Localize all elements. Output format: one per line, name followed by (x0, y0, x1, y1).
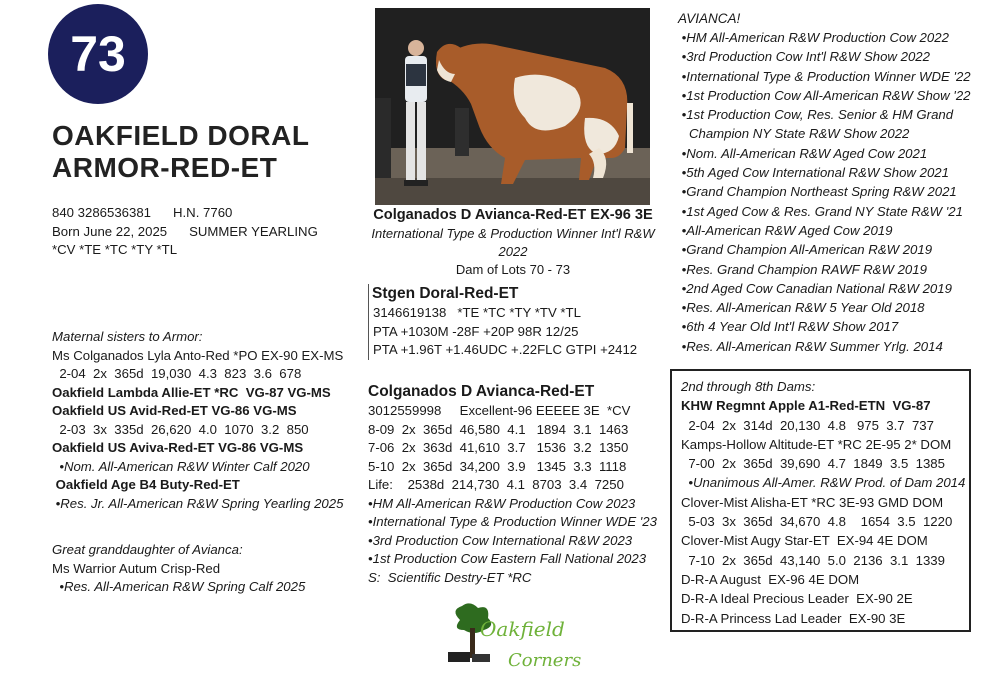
dam-record-line: S: Scientific Destry-ET *RC (368, 569, 532, 585)
award-item: •5th Aged Cow International R&W Show 2021 (678, 165, 949, 181)
lot-number-badge (48, 4, 148, 104)
birth-line: Born June 22, 2025 SUMMER YEARLING (52, 223, 318, 239)
award-item: •International Type & Production Winner WDE '22 (678, 68, 971, 84)
ancestral-dam-line: 2-04 2x 314d 20,130 4.8 975 3.7 737 (681, 417, 934, 433)
maternal-sisters-heading: Maternal sisters to Armor: (52, 329, 203, 344)
caption-lots: Dam of Lots 70 - 73 (455, 262, 571, 277)
logo-word-corners: Corners (508, 650, 582, 671)
dams-box-list (681, 396, 969, 628)
award-item: •2nd Aged Cow Canadian National R&W 2019 (678, 280, 952, 296)
maternal-sister-line: •Res. Jr. All-American R&W Spring Yearling 2025 (52, 495, 344, 511)
photo-caption (362, 206, 664, 279)
sire-section (368, 284, 637, 360)
dam-records (368, 402, 657, 587)
award-item: •Res. All-American R&W Summer Yrlg. 2014 (678, 338, 943, 354)
award-item: •Res. All-American R&W 5 Year Old 2018 (678, 300, 925, 316)
award-item: •Grand Champion Northeast Spring R&W 2021 (678, 184, 957, 200)
ancestral-dam-line: D-R-A Princess Lad Leader EX-90 3E (681, 610, 906, 626)
dams-box-heading: 2nd through 8th Dams: (681, 379, 816, 394)
award-item: •Nom. All-American R&W Aged Cow 2021 (678, 145, 928, 161)
animal-registration (52, 204, 318, 260)
sire-line: PTA +1030M -28F +20P 98R 12/25 (373, 323, 579, 339)
great-granddaughter-heading: Great granddaughter of Avianca: (52, 542, 243, 557)
maternal-sister-line: Oakfield US Avid-Red-ET VG-86 VG-MS (52, 403, 297, 418)
awards-list (678, 28, 971, 356)
ancestral-dam-line: 7-10 2x 365d 43,140 5.0 2136 3.1 1339 (681, 552, 945, 568)
ancestral-dam-line: •Unanimous All-Amer. R&W Prod. of Dam 2014 (681, 475, 966, 491)
award-item: •1st Aged Cow & Res. Grand NY State R&W '21 (678, 203, 963, 219)
ancestral-dam-line: Kamps-Hollow Altitude-ET *RC 2E-95 2* DOM (681, 436, 952, 452)
maternal-sister-line: •Nom. All-American R&W Winter Calf 2020 (52, 458, 310, 474)
maternal-sister-line: Oakfield Age B4 Buty-Red-ET (52, 477, 240, 492)
animal-name-line2: ARMOR-RED-ET (52, 152, 278, 183)
dam-name: Colganados D Avianca-Red-ET (368, 383, 595, 400)
award-item: •HM All-American R&W Production Cow 2022 (678, 30, 949, 45)
dam-section (368, 382, 657, 587)
great-granddaughter-line: •Res. All-American R&W Spring Calf 2025 (52, 579, 306, 594)
genetic-codes: *CV *TE *TC *TY *TL (52, 242, 178, 257)
dam-record-line: •HM All-American R&W Production Cow 2023 (368, 495, 636, 511)
ancestral-dam-line: Clover-Mist Augy Star-ET EX-94 4E DOM (681, 533, 928, 549)
award-item: •Res. Grand Champion RAWF R&W 2019 (678, 261, 927, 277)
maternal-sisters-section (52, 328, 343, 513)
dam-record-line: •3rd Production Cow International R&W 2023 (368, 532, 633, 548)
award-item: •6th 4 Year Old Int'l R&W Show 2017 (678, 319, 899, 335)
sire-line: PTA +1.96T +1.46UDC +.22FLC GTPI +2412 (373, 342, 638, 357)
dam-record-line: 7-06 2x 363d 41,610 3.7 1536 3.2 1350 (368, 440, 629, 455)
dam-record-line: Life: 2538d 214,730 4.1 8703 3.4 7250 (368, 477, 624, 492)
dam-record-line: 3012559998 Excellent-96 EEEEE 3E *CV (368, 403, 631, 418)
ancestral-dam-line: KHW Regmnt Apple A1-Red-ETN VG-87 (681, 398, 931, 414)
cow-photo-illustration (375, 8, 650, 205)
award-item: •All-American R&W Aged Cow 2019 (678, 222, 893, 238)
registration-line: 840 3286536381 H.N. 7760 (52, 205, 233, 220)
maternal-sister-line: Ms Colganados Lyla Anto-Red *PO EX-90 EX-MS (52, 347, 344, 363)
logo-word-oakfield: Oakfield (480, 617, 565, 641)
dam-record-line: 5-10 2x 365d 34,200 3.9 1345 3.3 1118 (368, 458, 627, 474)
award-item: •Grand Champion All-American R&W 2019 (678, 242, 933, 258)
great-granddaughter-line: Ms Warrior Autum Crisp-Red (52, 560, 221, 576)
maternal-sisters-list (52, 347, 343, 514)
award-item: •3rd Production Cow Int'l R&W Show 2022 (678, 49, 930, 65)
cow-photo (375, 8, 650, 205)
sire-name: Stgen Doral-Red-ET (372, 285, 519, 302)
sire-line: 3146619138 *TE *TC *TY *TV *TL (373, 305, 581, 320)
maternal-sister-line: 2-04 2x 365d 19,030 4.3 823 3.6 678 (52, 366, 302, 381)
caption-cow-name: Colganados D Avianca-Red-ET EX-96 3E (373, 207, 653, 223)
dam-record-line: •1st Production Cow Eastern Fall National 2023 (368, 551, 647, 566)
great-granddaughter-list (52, 560, 305, 597)
maternal-sister-line: 2-03 3x 335d 26,620 4.0 1070 3.2 850 (52, 421, 309, 437)
oakfield-corners-logo (430, 600, 590, 680)
award-item: •1st Production Cow, Res. Senior & HM Grand (678, 107, 954, 123)
ancestral-dam-line: D-R-A Ideal Precious Leader EX-90 2E (681, 591, 913, 607)
ancestral-dams-box (670, 369, 971, 632)
ancestral-dam-line: 7-00 2x 365d 39,690 4.7 1849 3.5 1385 (681, 456, 945, 472)
award-item: •1st Production Cow All-American R&W Show '22 (678, 87, 971, 103)
maternal-sister-line: Oakfield Lambda Allie-ET *RC VG-87 VG-MS (52, 384, 331, 400)
great-granddaughter-section (52, 541, 305, 597)
lot-number: 73 (70, 26, 126, 82)
awards-heading: AVIANCA! (678, 11, 741, 26)
avianca-awards (678, 10, 971, 356)
ancestral-dam-line: Clover-Mist Alisha-ET *RC 3E-93 GMD DOM (681, 494, 944, 510)
animal-name-line1: OAKFIELD DORAL (52, 120, 310, 151)
logo-graphic (430, 600, 590, 680)
ancestral-dam-line: D-R-A August EX-96 4E DOM (681, 571, 860, 587)
dam-record-line: 8-09 2x 365d 46,580 4.1 1894 3.1 1463 (368, 421, 629, 437)
animal-name (52, 120, 309, 184)
maternal-sister-line: Oakfield US Aviva-Red-ET VG-86 VG-MS (52, 440, 304, 455)
caption-subtitle: International Type & Production Winner Int'l R&W 2022 (371, 226, 655, 259)
award-item: Champion NY State R&W Show 2022 (678, 126, 910, 142)
dam-record-line: •International Type & Production Winner WDE '23 (368, 514, 657, 529)
ancestral-dam-line: 5-03 3x 365d 34,670 4.8 1654 3.5 1220 (681, 514, 953, 530)
